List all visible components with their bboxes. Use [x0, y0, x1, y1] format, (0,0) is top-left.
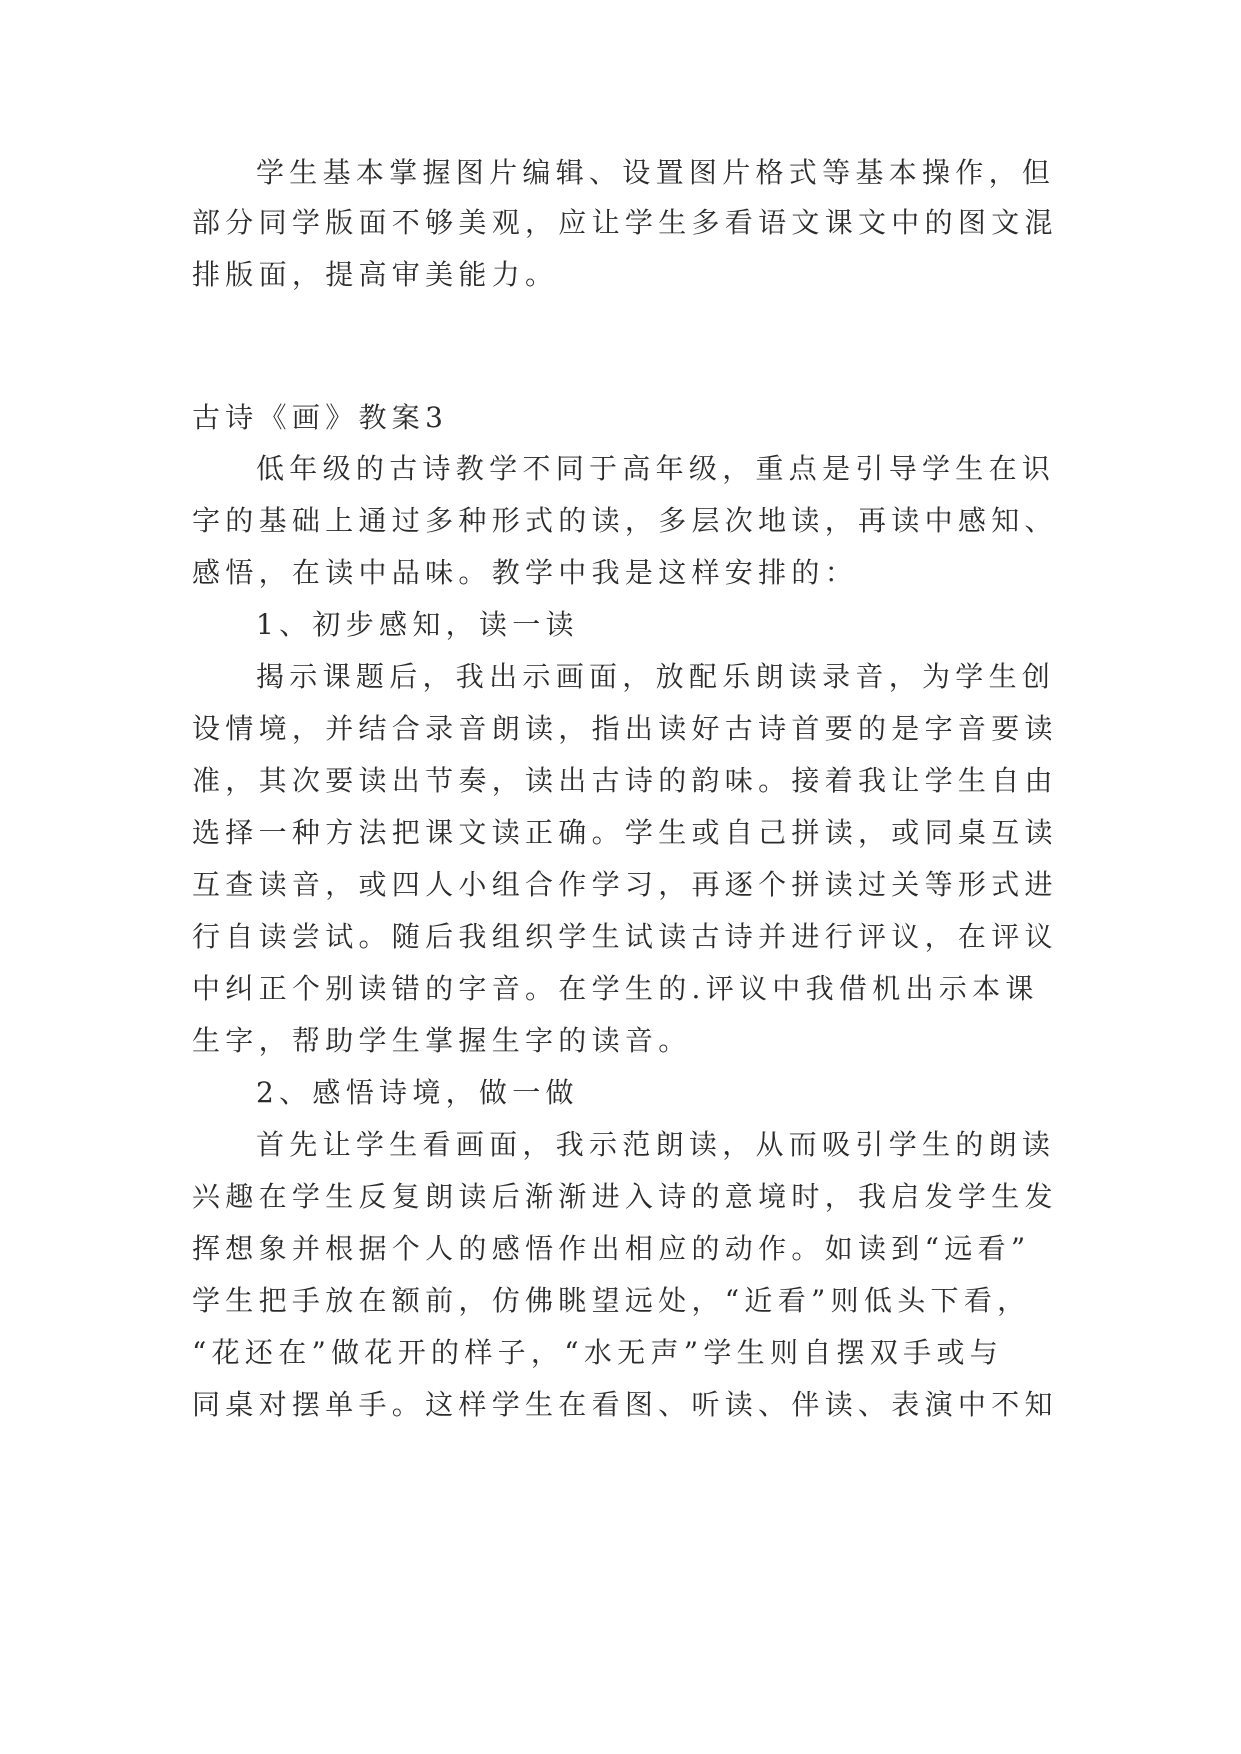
paragraph-line: 中纠正个别读错的字音。在学生的.评议中我借机出示本课: [192, 972, 1039, 1005]
paragraph-line: “花还在”做花开的样子，“水无声”学生则自摆双手或与: [192, 1336, 1004, 1369]
paragraph-line: 兴趣在学生反复朗读后渐渐进入诗的意境时，我启发学生发: [192, 1180, 1058, 1213]
paragraph-line: 行自读尝试。随后我组织学生试读古诗并进行评议，在评议: [192, 920, 1058, 953]
step-heading: 1、初步感知，读一读: [256, 608, 579, 641]
paragraph-line: 互查读音，或四人小组合作学习，再逐个拼读过关等形式进: [192, 868, 1058, 901]
paragraph-line: 首先让学生看画面，我示范朗读，从而吸引学生的朗读: [256, 1128, 1056, 1161]
step-heading: 2、感悟诗境，做一做: [256, 1076, 579, 1109]
paragraph-line: 学生基本掌握图片编辑、设置图片格式等基本操作，但: [256, 156, 1056, 189]
paragraph-line: 生字，帮助学生掌握生字的读音。: [192, 1024, 692, 1057]
paragraph-line: 选择一种方法把课文读正确。学生或自己拼读，或同桌互读: [192, 816, 1058, 849]
paragraph-line: 感悟，在读中品味。教学中我是这样安排的：: [192, 556, 859, 589]
paragraph-line: 挥想象并根据个人的感悟作出相应的动作。如读到“远看”: [192, 1232, 1031, 1265]
paragraph-line: 学生把手放在额前，仿佛眺望远处，“近看”则低头下看，: [192, 1284, 1031, 1317]
paragraph-line: 同桌对摆单手。这样学生在看图、听读、伴读、表演中不知: [192, 1388, 1058, 1421]
section-heading: 古诗《画》教案3: [192, 401, 449, 434]
paragraph-line: 设情境，并结合录音朗读，指出读好古诗首要的是字音要读: [192, 712, 1058, 745]
paragraph-line: 准，其次要读出节奏，读出古诗的韵味。接着我让学生自由: [192, 764, 1058, 797]
paragraph-line: 字的基础上通过多种形式的读，多层次地读，再读中感知、: [192, 504, 1058, 537]
paragraph-line: 排版面，提高审美能力。: [192, 258, 559, 291]
paragraph-line: 部分同学版面不够美观，应让学生多看语文课文中的图文混: [192, 206, 1058, 239]
paragraph-line: 揭示课题后，我出示画面，放配乐朗读录音，为学生创: [256, 660, 1056, 693]
paragraph-line: 低年级的古诗教学不同于高年级，重点是引导学生在识: [256, 452, 1056, 485]
